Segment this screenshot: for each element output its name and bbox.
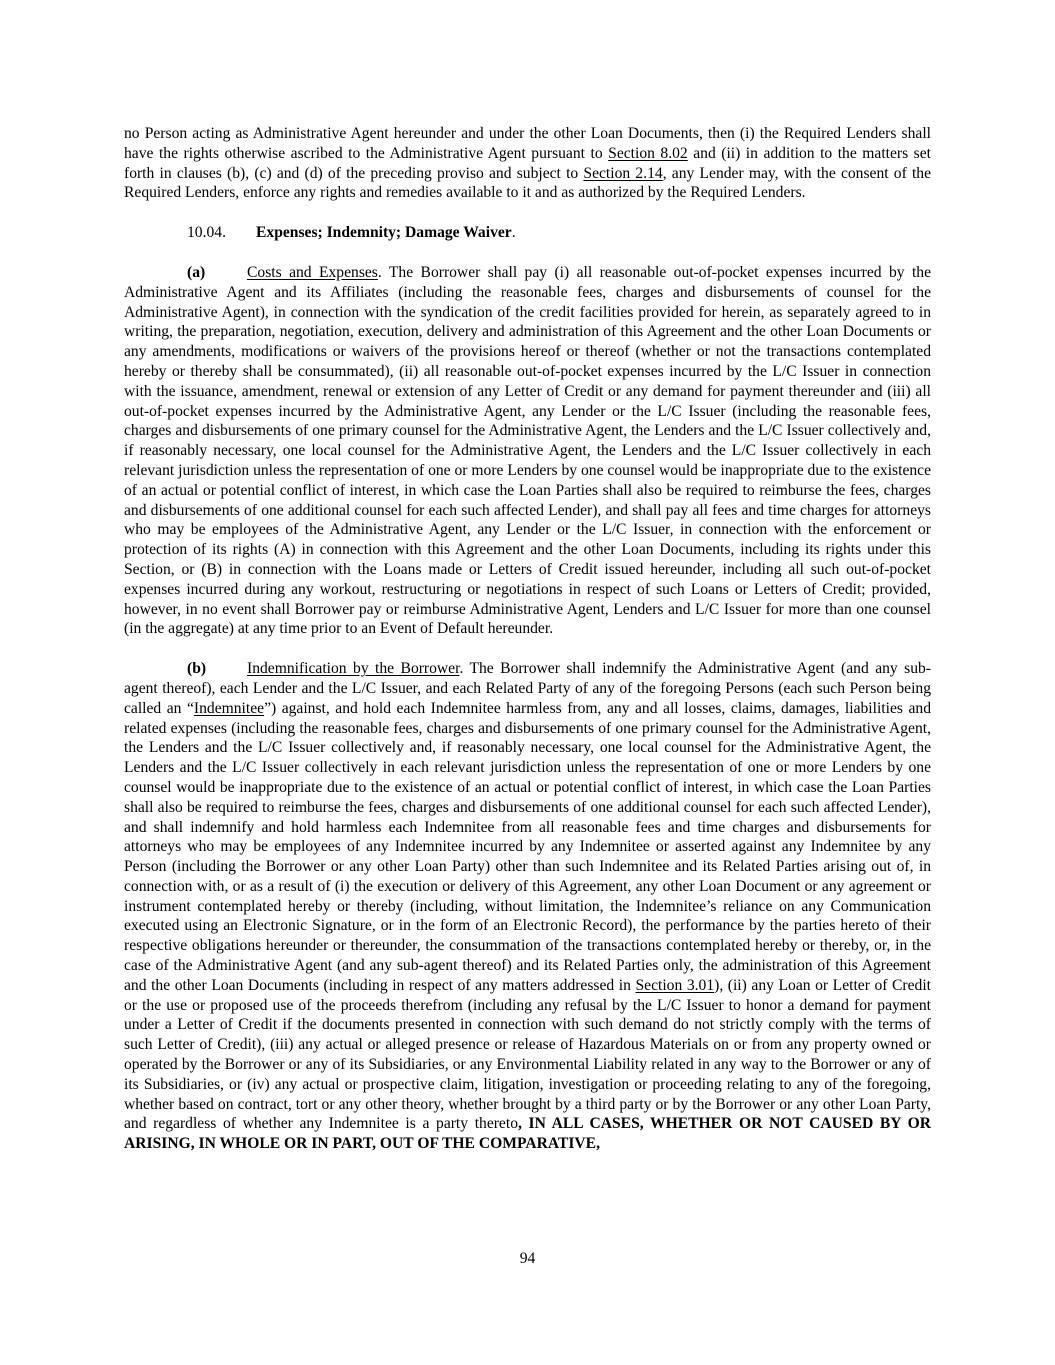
section-title-period: . [511,224,516,242]
section-title: Expenses; Indemnity; Damage Waiver [256,224,512,242]
page-number: 94 [519,1250,536,1267]
section-reference-3-01: Section 3.01 [635,976,715,994]
section-heading [124,223,931,243]
intro-paragraph [124,124,931,203]
intro-text-2: and (ii) in addition to the matters set forth in clauses (b), (c) and (d) of the preceding proviso and subject to [124,144,931,182]
paragraph-b-text-2: ”) against, and hold each Indemnitee harmless from, any and all losses, claims, damages, liabilities and related expenses (including the reasonable fees, charges and disbursements of one primary counsel for the Administrative Agent, the Lenders and the L/C Issuer collectively and, if reasonably necessary, one local counsel for the Administrative Agent, the Lenders and the L/C Issuer collectively in each relevant jurisdiction unless the representation of one or more Lenders by one counsel would be inappropriate due to the existence of an actual or potential conflict of interest, in which case the Loan Parties shall also be required to reimburse the fees, charges and disbursements of one additional counsel for each such affected Lender), and shall indemnify and hold harmless each Indemnitee from all reasonable fees and time charges and disbursements for attorneys who may be employees of any Indemnitee incurred by any Indemnitee or asserted against any Indemnitee by any Person (including the Borrower or any other Loan Party) other than such Indemnitee and its Related Parties arising out of, in connection with, or as a result of (i) the execution or delivery of this Agreement, any other Loan Document or any agreement or instrument contemplated hereby or thereby (including, without limitation, the Indemnitee’s reliance on any Communication executed using an Electronic Signature, or in the form of an Electronic Record), the performance by the parties hereto of their respective obligations hereunder or thereunder, the consummation of the transactions contemplated hereby or thereby, or, in the case of the Administrative Agent (and any sub-agent thereof) and its Related Parties only, the administration of this Agreement and the other Loan Documents (including in respect of any matters addressed in [124,699,931,994]
paragraph-b-caps-text: , IN ALL CASES, WHETHER OR NOT CAUSED BY OR ARISING, IN WHOLE OR IN PART, OUT OF THE COMPARATIVE, [124,1115,931,1153]
section-reference-2-14: Section 2.14 [583,164,663,182]
paragraph-b-label: (b) [187,660,207,678]
paragraph-a-label: (a) [187,263,206,281]
paragraph-b-text-3: ), (ii) any Loan or Letter of Credit or the use or proposed use of the proceeds therefrom (including any refusal by the L/C Issuer to honor a demand for payment under a Letter of Credit if the documents presented in connection with such demand do not strictly comply with the terms of such Letter of Credit), (iii) any actual or alleged presence or release of Hazardous Materials on or from any property owned or operated by the Borrower or any of its Subsidiaries, or any Environmental Liability related in any way to the Borrower or any of its Subsidiaries, or (iv) any actual or prospective claim, litigation, investigation or proceeding relating to any of the foregoing, whether based on contract, tort or any other theory, whether brought by a third party or by the Borrower or any other Loan Party, and regardless of whether any Indemnitee is a party thereto [124,976,931,1133]
paragraph-b-heading: Indemnification by the Borrower [247,660,460,678]
document-page [124,124,931,1154]
intro-text-1: no Person acting as Administrative Agent hereunder and under the other Loan Documents, then (i) the Required Lenders shall have the rights otherwise ascribed to the Administrative Agent pursuant to [124,125,931,162]
section-reference-8-02: Section 8.02 [608,144,688,162]
paragraph-a [124,263,931,639]
paragraph-a-heading: Costs and Expenses [247,263,378,281]
paragraph-b [124,659,931,1154]
section-number: 10.04. [187,224,226,242]
paragraph-b-text-1: . The Borrower shall indemnify the Administrative Agent (and any sub-agent thereof), each Lender and the L/C Issuer, and each Related Party of any of the foregoing Persons (each such Person being called an “ [124,660,931,717]
defined-term-indemnitee: Indemnitee [193,699,265,717]
paragraph-a-text: . The Borrower shall pay (i) all reasonable out-of-pocket expenses incurred by the Administrative Agent and its Affiliates (including the reasonable fees, charges and disbursements of counsel for the Administrative Agent), in connection with the syndication of the credit facilities provided for herein, as separately agreed to in writing, the preparation, negotiation, execution, delivery and administration of this Agreement and the other Loan Documents or any amendments, modifications or waivers of the provisions hereof or thereof (whether or not the transactions contemplated hereby or thereby shall be consummated), (ii) all reasonable out-of-pocket expenses incurred by the L/C Issuer in connection with the issuance, amendment, renewal or extension of any Letter of Credit or any demand for payment thereunder and (iii) all out-of-pocket expenses incurred by the Administrative Agent, any Lender or the L/C Issuer (including the reasonable fees, charges and disbursements of one primary counsel for the Administrative Agent, the Lenders and the L/C Issuer collectively and, if reasonably necessary, one local counsel for the Administrative Agent, the Lenders and the L/C Issuer collectively in each relevant jurisdiction unless the representation of one or more Lenders by one counsel would be inappropriate due to the existence of an actual or potential conflict of interest, in which case the Loan Parties shall also be required to reimburse the fees, charges and disbursements of one additional counsel for each such affected Lender), and shall pay all fees and time charges for attorneys who may be employees of the Administrative Agent, any Lender or the L/C Issuer, in connection with the enforcement or protection of its rights (A) in connection with this Agreement and the other Loan Documents, including its rights under this Section, or (B) in connection with the Loans made or Letters of Credit issued hereunder, including all such out-of-pocket expenses incurred during any workout, restructuring or negotiations in respect of such Loans or Letters of Credit; provided, however, in no event shall Borrower pay or reimburse Administrative Agent, Lenders and L/C Issuer for more than one counsel (in the aggregate) at any time prior to an Event of Default hereunder. [124,263,932,638]
intro-text-3: , any Lender may, with the consent of the Required Lenders, enforce any rights and remedies available to it and as authorized by the Required Lenders. [124,164,932,202]
